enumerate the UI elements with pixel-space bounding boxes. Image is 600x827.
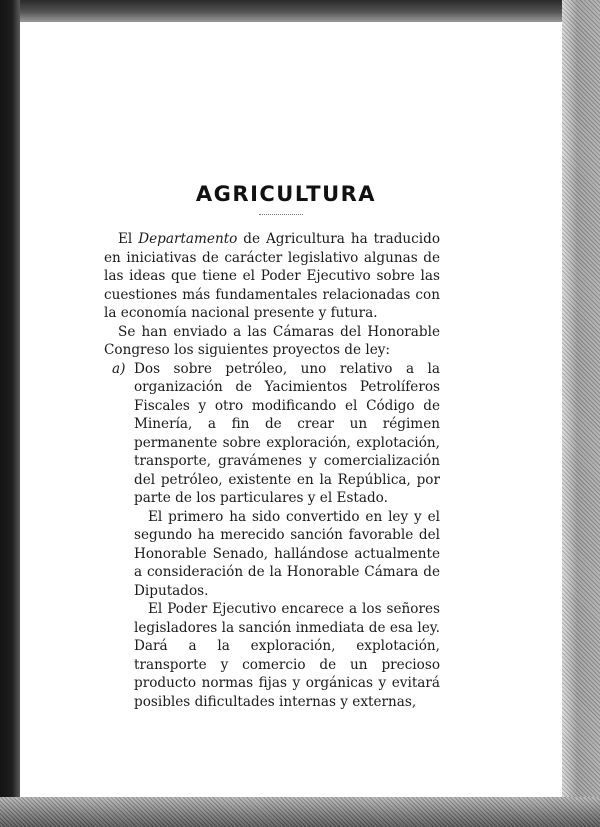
- page-title: AGRICULTURA: [195, 182, 377, 206]
- scan-edge-right: [562, 0, 600, 827]
- intro-emphasis: Departamento: [138, 231, 238, 247]
- body-text: [104, 230, 440, 711]
- list-item-text: Dos sobre petróleo, uno relativo a la organización de Yacimientos Petrolíferos Fiscales y otro modificando el Código de Minería, a fin de crear un régimen permanente sobre exploración, explotación, transporte, gravámenes y comercialización del petróleo, existente en la República, por parte de los particulares y el Estado.: [134, 360, 440, 506]
- document-page: [20, 22, 562, 797]
- scan-edge-bottom: [0, 797, 600, 827]
- bill-list: [104, 360, 440, 712]
- list-item-subparagraph-1: El primero ha sido convertido en ley y el segundo ha merecido sanción favorable del Honorable Senado, hallándose actualmente a consideración de la Honorable Cámara de Diputados.: [134, 508, 440, 599]
- paragraph-2: Se han enviado a las Cámaras del Honorable Congreso los siguientes proyectos de ley:: [104, 323, 440, 358]
- list-marker: a): [112, 360, 126, 377]
- intro-before: El: [118, 231, 139, 247]
- list-item: [104, 360, 440, 712]
- title-divider: [259, 214, 303, 215]
- intro-after: de Agricultura ha traducido en iniciativas de carácter legislativo algunas de las ideas que tiene el Poder Ejecutivo sobre las cuestiones más fundamentales relacionadas con la economía nacional presente y futura.: [104, 231, 440, 321]
- intro-paragraph: [104, 230, 440, 323]
- list-item-subparagraph-2: El Poder Ejecutivo encarece a los señores legisladores la sanción inmediata de esa ley. Dará a la exploración, explotación, transporte y comercio de un precioso producto normas fijas y orgánicas y evitará posibles dificultades internas y externas,: [134, 601, 440, 710]
- scan-edge-top: [0, 0, 600, 22]
- scan-edge-left: [0, 0, 20, 827]
